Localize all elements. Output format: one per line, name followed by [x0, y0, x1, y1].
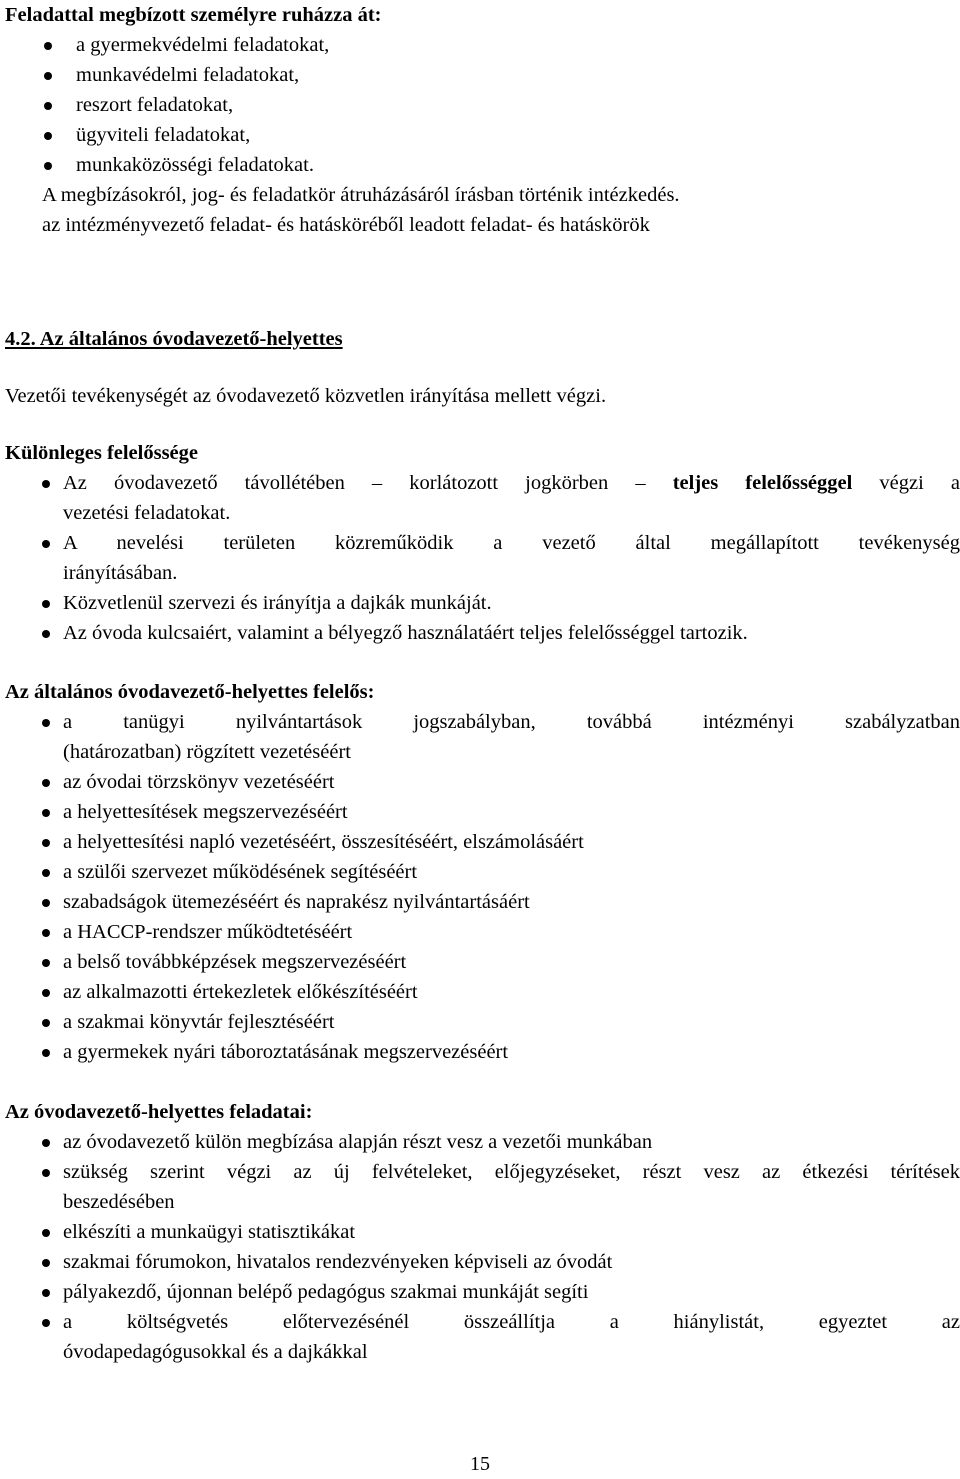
- list-item: pályakezdő, újonnan belépő pedagógus szakmai munkáját segíti: [5, 1277, 960, 1307]
- list-item: Az óvoda kulcsaiért, valamint a bélyegző használatáért teljes felelősséggel tartozik.: [5, 618, 960, 648]
- list-item: munkaközösségi feladatokat.: [5, 150, 960, 180]
- list-item-line: irányításában.: [63, 562, 178, 584]
- responsible-for-list: [5, 707, 960, 1067]
- list-item-line: a költségvetés előtervezésénél összeállítja a hiánylistát, egyeztet az: [63, 1311, 960, 1333]
- text-segment: végzi a: [852, 472, 960, 494]
- list-item: a gyermekek nyári táboroztatásának megszervezéséért: [5, 1037, 960, 1067]
- bold-text-segment: teljes felelősséggel: [672, 472, 853, 494]
- list-item: a szakmai könyvtár fejlesztéséért: [5, 1007, 960, 1037]
- text-segment: Az óvodavezető távollétében – korlátozott jogkörben –: [63, 472, 673, 494]
- list-item-line: a tanügyi nyilvántartások jogszabályban, továbbá intézményi szabályzatban: [63, 711, 960, 733]
- responsible-for-heading: Az általános óvodavezető-helyettes felelős:: [5, 681, 375, 703]
- intro-list: [5, 30, 960, 180]
- tasks-list: [5, 1127, 960, 1367]
- intro-section: [5, 0, 960, 240]
- list-item: szabadságok ütemezéséért és naprakész nyilvántartásáért: [5, 887, 960, 917]
- list-item: ügyviteli feladatokat,: [5, 120, 960, 150]
- list-item: a HACCP-rendszer működtetéséért: [5, 917, 960, 947]
- tasks-section: [5, 1097, 960, 1367]
- list-item: az alkalmazotti értekezletek előkészítéséért: [5, 977, 960, 1007]
- list-item: a szülői szervezet működésének segítéséért: [5, 857, 960, 887]
- list-item-line: (határozatban) rögzített vezetéséért: [63, 741, 351, 763]
- section-paragraph: Vezetői tevékenységét az óvodavezető közvetlen irányítása mellett végzi.: [5, 385, 607, 407]
- list-item: [5, 1307, 960, 1367]
- list-item: reszort feladatokat,: [5, 90, 960, 120]
- list-item: az óvodavezető külön megbízása alapján részt vesz a vezetői munkában: [5, 1127, 960, 1157]
- tasks-heading: Az óvodavezető-helyettes feladatai:: [5, 1101, 313, 1123]
- list-item-line: óvodapedagógusokkal és a dajkákkal: [63, 1341, 368, 1363]
- list-item: a belső továbbképzések megszervezéséért: [5, 947, 960, 977]
- list-item-line: szükség szerint végzi az új felvételeket, előjegyzéseket, részt vesz az étkezési térítések: [63, 1161, 960, 1183]
- special-responsibility-list: [5, 468, 960, 648]
- section-42: [5, 324, 960, 354]
- page-number: 15: [470, 1453, 490, 1475]
- intro-line: az intézményvezető feladat- és hatásköréből leadott feladat- és hatáskörök: [42, 214, 650, 236]
- intro-line: A megbízásokról, jog- és feladatkör átruházásáról írásban történik intézkedés.: [42, 184, 680, 206]
- list-item: Közvetlenül szervezi és irányítja a dajkák munkáját.: [5, 588, 960, 618]
- list-item: a helyettesítési napló vezetéséért, összesítéséért, elszámolásáért: [5, 827, 960, 857]
- list-item-line: [63, 468, 960, 498]
- special-responsibility-heading: Különleges felelőssége: [5, 442, 199, 464]
- list-item: szakmai fórumokon, hivatalos rendezvényeken képviseli az óvodát: [5, 1247, 960, 1277]
- list-item: [5, 468, 960, 528]
- list-item: [5, 1157, 960, 1217]
- list-item: a gyermekvédelmi feladatokat,: [5, 30, 960, 60]
- special-responsibility-section: [5, 438, 960, 648]
- list-item: munkavédelmi feladatokat,: [5, 60, 960, 90]
- list-item: [5, 707, 960, 767]
- section-title: 4.2. Az általános óvodavezető-helyettes: [5, 328, 343, 350]
- list-item: a helyettesítések megszervezéséért: [5, 797, 960, 827]
- list-item: az óvodai törzskönyv vezetéséért: [5, 767, 960, 797]
- list-item-line: vezetési feladatokat.: [63, 502, 231, 524]
- list-item-line: beszedésében: [63, 1191, 175, 1213]
- list-item: [5, 528, 960, 588]
- list-item: elkészíti a munkaügyi statisztikákat: [5, 1217, 960, 1247]
- intro-heading: Feladattal megbízott személyre ruházza át:: [5, 4, 382, 26]
- responsible-for-section: [5, 677, 960, 1067]
- section-42-paragraph-wrap: [5, 381, 960, 411]
- list-item-line: A nevelési területen közreműködik a vezető által megállapított tevékenység: [63, 532, 960, 554]
